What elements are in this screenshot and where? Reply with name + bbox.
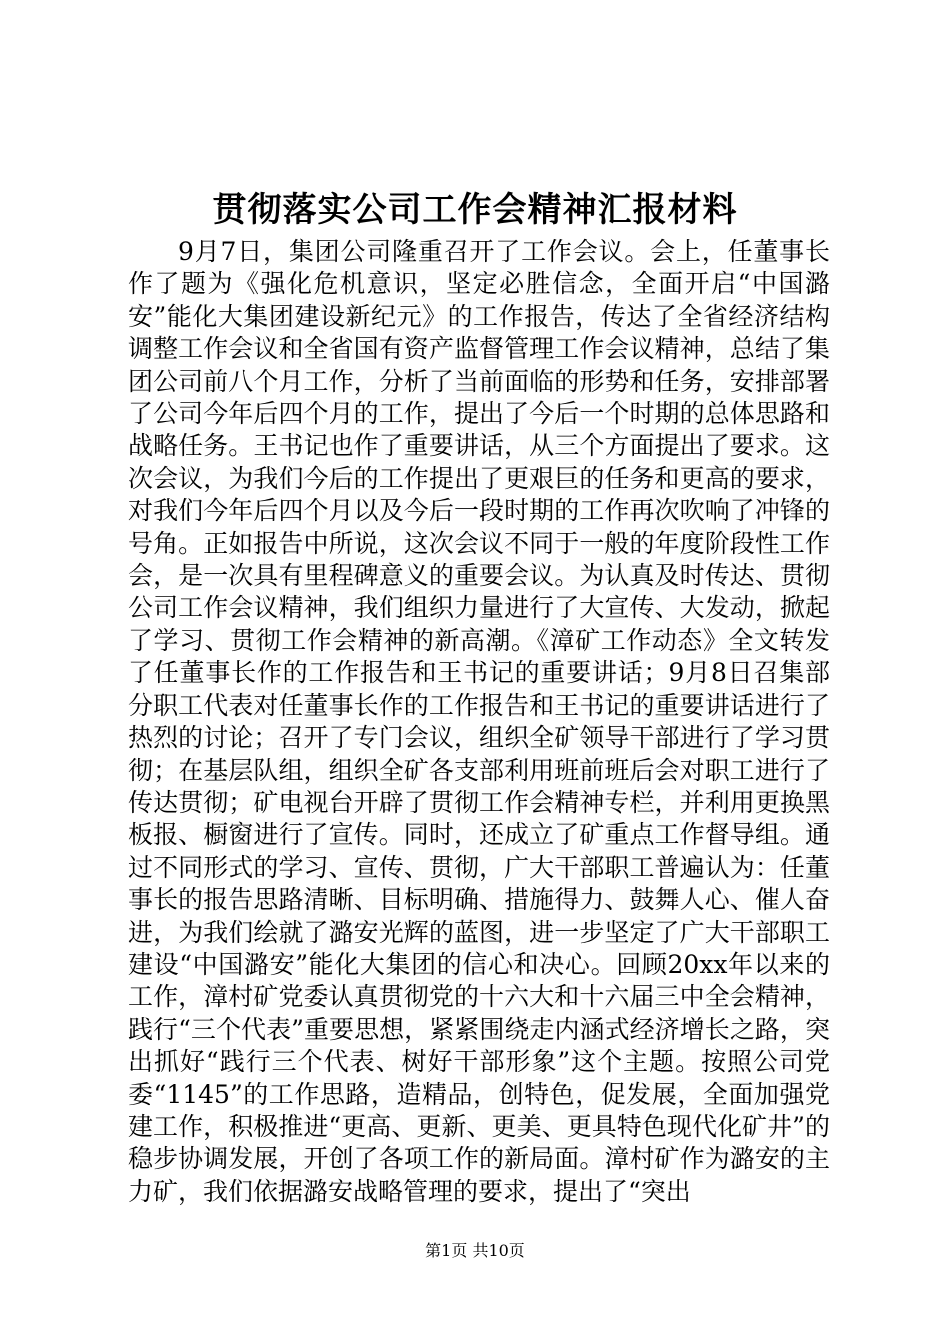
page-title: 贯彻落实公司工作会精神汇报材料: [212, 190, 738, 230]
body-paragraph: 9月7日，集团公司隆重召开了工作会议。会上，任董事长作了题为《强化危机意识，坚定必胜信念，全面开启“中国潞安”能化大集团建设新纪元》的工作报告，传达了全省经济结构调整工作会议和全省国有资产监督管理工作会议精神，总结了集团公司前八个月工作，分析了当前面临的形势和任务，安排部署了公司今年后四个月的工作，提出了今后一个时期的总体思路和战略任务。王书记也作了重要讲话，从三个方面提出了要求。这次会议，为我们今后的工作提出了更艰巨的任务和更高的要求，对我们今年后四个月以及今后一段时期的工作再次吹响了冲锋的号角。正如报告中所说，这次会议不同于一般的年度阶段性工作会，是一次具有里程碑意义的重要会议。为认真及时传达、贯彻公司工作会议精神，我们组织力量进行了大宣传、大发动，掀起了学习、贯彻工作会精神的新高潮。《漳矿工作动态》全文转发了任董事长作的工作报告和王书记的重要讲话；9月8日召集部分职工代表对任董事长作的工作报告和王书记的重要讲话进行了热烈的讨论；召开了专门会议，组织全矿领导干部进行了学习贯彻；在基层队组，组织全矿各支部利用班前班后会对职工进行了传达贯彻；矿电视台开辟了贯彻工作会精神专栏，并利用更换黑板报、橱窗进行了宣传。同时，还成立了矿重点工作督导组。通过不同形式的学习、宣传、贯彻，广大干部职工普遍认为：任董事长的报告思路清晰、目标明确、措施得力、鼓舞人心、催人奋进，为我们绘就了潞安光辉的蓝图，进一步坚定了广大干部职工建设“中国潞安”能化大集团的信心和决心。回顾20xx年以来的工作，漳村矿党委认真贯彻党的十六大和十六届三中全会精神，践行“三个代表”重要思想，紧紧围绕走内涵式经济增长之路，突出抓好“践行三个代表、树好干部形象”这个主题。按照公司党委“1145”的工作思路，造精品，创特色，促发展，全面加强党建工作，积极推进“更高、更新、更美、更具特色现代化矿井”的稳步协调发展，开创了各项工作的新局面。漳村矿作为潞安的主力矿，我们依据潞安战略管理的要求，提出了“突出: [128, 237, 830, 1206]
page-number-footer: 第1页 共10页: [425, 1241, 525, 1260]
